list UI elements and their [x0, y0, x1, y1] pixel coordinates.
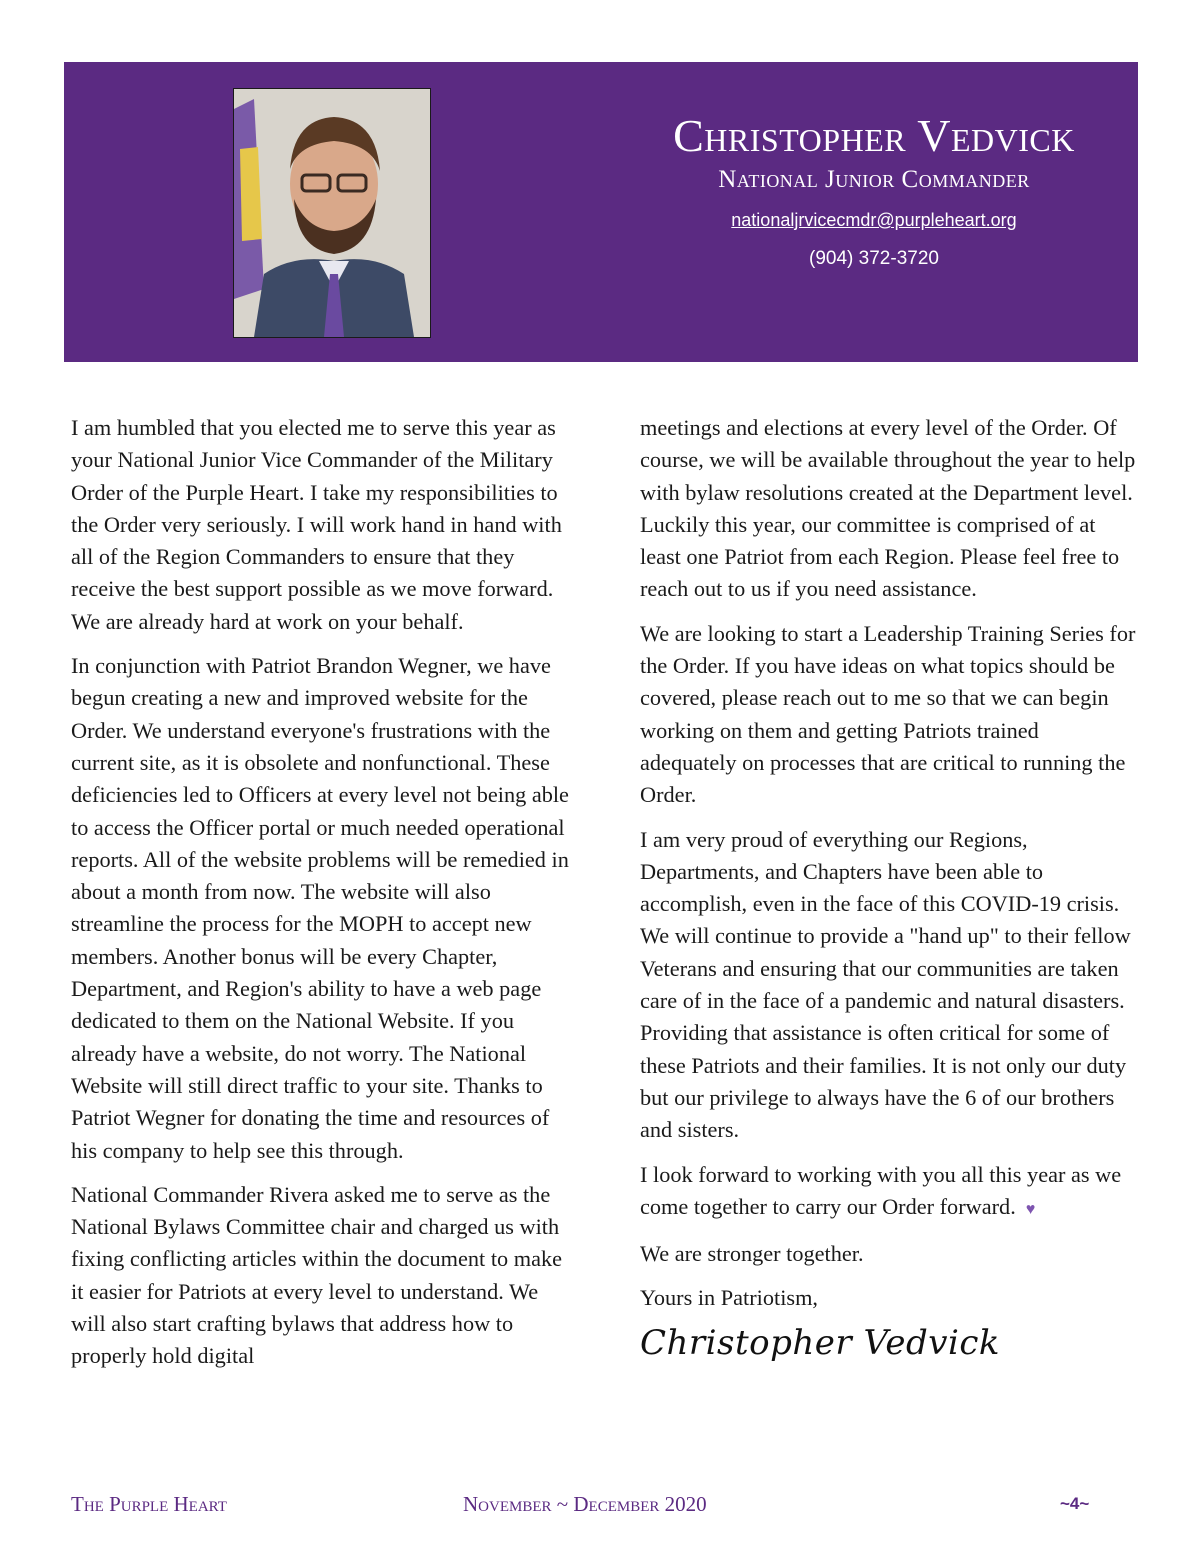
page-number: ~4~ — [1060, 1494, 1090, 1513]
paragraph: In conjunction with Patriot Brandon Wegner, we have begun creating a new and improved website for the Order. We understand everyone's frustrations with the current site, as it is obsolete and nonfunctional. These deficiencies led to Officers at every level not being able to access the Officer portal or much needed operational reports. All of the website problems will be remedied in about a month from now. The website will also streamline the process for the MOPH to accept new members. Another bonus will be every Chapter, Department, and Region's ability to have a web page dedicated to them on the National Website. If you already have a website, do not worry. The National Website will still direct traffic to your site. Thanks to Patriot Wegner for donating the time and resources of his company to help see this through. — [71, 653, 569, 1163]
author-name: Christopher Vedvick — [673, 110, 1075, 161]
portrait-photo — [233, 88, 431, 338]
paragraph: I am very proud of everything our Regions, Departments, and Chapters have been able to accomplish, even in the face of this COVID-19 crisis. We will continue to provide a "hand up" to their fellow Veterans and ensuring that our communities are taken care of in the face of a pandemic and natural disasters. Providing that assistance is often critical for some of these Patriots and their families. It is not only our duty but our privilege to always have the 6 of our brothers and sisters. — [640, 826, 1131, 1143]
email-link[interactable]: nationaljrvicecmdr@purpleheart.org — [731, 210, 1017, 230]
author-title: National Junior Commander — [718, 166, 1030, 193]
header-text — [624, 110, 1124, 270]
publication-name: The Purple Heart — [71, 1492, 227, 1516]
issue-date: November ~ December 2020 — [463, 1492, 707, 1516]
signature: Christopher Vedvick — [640, 1322, 1001, 1363]
page-footer — [0, 1492, 1200, 1522]
closing-salutation: Yours in Patriotism, — [640, 1285, 819, 1311]
paragraph: I am humbled that you elected me to serve this year as your National Junior Vice Commander of the Military Order of the Purple Heart. I take my responsibilities to the Order very seriously. I will work hand in hand with all of the Region Commanders to ensure that they receive the best support possible as we move forward. We are already hard at work on your behalf. — [71, 415, 562, 634]
paragraph-text: I look forward to working with you all this year as we come together to carry our Order forward. — [640, 1161, 1122, 1219]
header-banner — [64, 62, 1138, 362]
paragraph-with-heart — [640, 1159, 1140, 1227]
right-column — [640, 412, 1140, 1363]
closing-line: We are stronger together. — [640, 1241, 864, 1267]
purple-heart-icon: ♥ — [1025, 1200, 1036, 1218]
phone-number: (904) 372-3720 — [809, 248, 939, 269]
paragraph: National Commander Rivera asked me to serve as the National Bylaws Committee chair and charged us with fixing conflicting articles within the document to make it easier for Patriots at every level to understand. We will also start crafting bylaws that address how to properly hold digital — [71, 1181, 563, 1369]
left-column — [71, 412, 571, 1385]
portrait-image — [234, 89, 430, 337]
paragraph: meetings and elections at every level of the Order. Of course, we will be available throughout the year to help with bylaw resolutions created at the Department level. Luckily this year, our committee is comprised of at least one Patriot from each Region. Please feel free to reach out to us if you need assistance. — [640, 415, 1136, 602]
paragraph: We are looking to start a Leadership Training Series for the Order. If you have ideas on what topics should be covered, please reach out to me so that we can begin working on them and getting Patriots trained adequately on processes that are critical to running the Order. — [640, 620, 1136, 808]
